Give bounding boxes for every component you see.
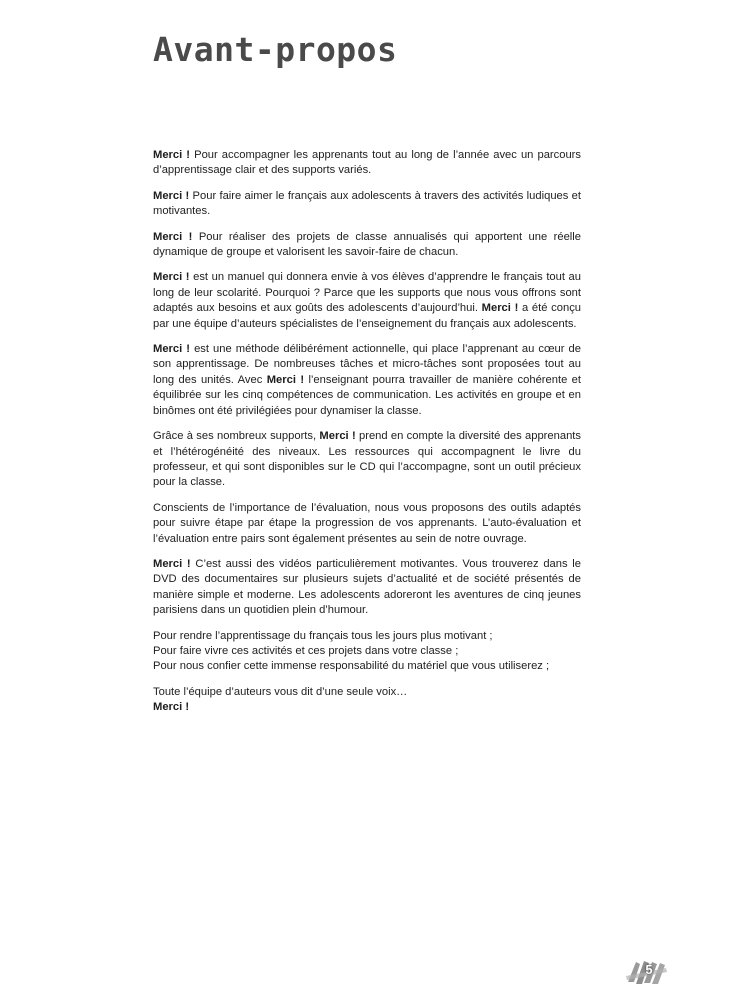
page-title: Avant-propos xyxy=(153,30,398,69)
closing-line: Pour faire vivre ces activités et ces projets dans votre classe ; xyxy=(153,644,459,657)
paragraph-text: Conscients de l’importance de l’évaluation, nous vous proposons des outils adaptés pour suivre étape par étape la progression de vos apprenants. L’auto-évaluation et l’évaluation entre pairs sont également présentes au sein de notre ouvrage. xyxy=(153,501,581,545)
paragraph-text: est un manuel qui donnera envie à vos élèves d’apprendre le français tout au long de leur scolarité. Pourquoi ? Parce que les supports que nous vous offrons sont adaptés aux besoins et aux goûts des adolescents d’aujourd’hui. xyxy=(153,271,581,315)
paragraph-4 xyxy=(153,270,581,332)
paragraph-1 xyxy=(153,148,581,179)
paragraph-text: Grâce à ses nombreux supports, xyxy=(153,430,320,443)
closing-line: Pour nous confier cette immense responsabilité du matériel que vous utiliserez ; xyxy=(153,660,550,673)
brand-name: Merci ! xyxy=(153,271,190,284)
paragraph-8 xyxy=(153,557,581,619)
closing-line: Pour rendre l’apprentissage du français tous les jours plus motivant ; xyxy=(153,629,493,642)
signoff-line: Toute l’équipe d’auteurs vous dit d’une seule voix… xyxy=(153,685,408,698)
brand-name: Merci ! xyxy=(481,302,519,315)
brand-name: Merci ! xyxy=(319,430,356,443)
closing-lines xyxy=(153,629,581,675)
paragraph-6 xyxy=(153,429,581,491)
brand-name: Merci ! xyxy=(153,189,190,202)
paragraph-text: C’est aussi des vidéos particulièrement motivantes. Vous trouverez dans le DVD des documentaires sur plusieurs sujets d’actualité et de société présentés de manière simple et moderne. Les adolescents adoreront les aventures de cinq jeunes parisiens dans un quotidien plein d’humour. xyxy=(153,557,582,617)
paragraph-text: Pour faire aimer le français aux adolescents à travers des activités ludiques et motivantes. xyxy=(153,189,581,218)
paragraph-text: Pour accompagner les apprenants tout au long de l’année avec un parcours d’apprentissage clair et des supports variés. xyxy=(153,149,581,177)
paragraph-7 xyxy=(153,501,581,547)
paragraph-text: Pour réaliser des projets de classe annualisés qui apportent une réelle dynamique de groupe et valorisent les savoir-faire de chacun. xyxy=(153,230,581,259)
page-number: 5 xyxy=(645,962,653,977)
paragraph-text: est une méthode délibérément actionnelle, qui place l’apprenant au cœur de son apprentissage. De nombreuses tâches et micro-tâches sont proposées tout au long des unités. Avec xyxy=(153,343,582,386)
body-text xyxy=(153,148,581,726)
paragraph-3 xyxy=(153,230,581,261)
brand-name: Merci ! xyxy=(266,373,305,386)
brand-name: Merci ! xyxy=(153,230,193,243)
paragraph-text: l’enseignant pourra travailler de manière cohérente et équilibrée sur les cinq compétences de communication. Les activités en groupe et en binômes ont été privilégiées pour dynamiser la classe. xyxy=(153,373,581,417)
brand-name: Merci ! xyxy=(153,149,191,161)
brand-name: Merci ! xyxy=(153,557,191,570)
paragraph-text: prend en compte la diversité des apprenants et l’hétérogénéité des niveaux. Les ressources qui accompagnent le livre du professeur, et qui sont disponibles sur le CD qui l’accompagne, sont un outil précieux pour la classe. xyxy=(153,430,581,489)
signoff-brand: Merci ! xyxy=(153,701,190,714)
paragraph-5 xyxy=(153,342,581,419)
signoff xyxy=(153,685,581,716)
paragraph-2 xyxy=(153,189,581,220)
brand-name: Merci ! xyxy=(153,343,191,356)
paragraph-text: a été conçu par une équipe d’auteurs spécialistes de l’enseignement du français aux adolescents. xyxy=(153,302,582,330)
